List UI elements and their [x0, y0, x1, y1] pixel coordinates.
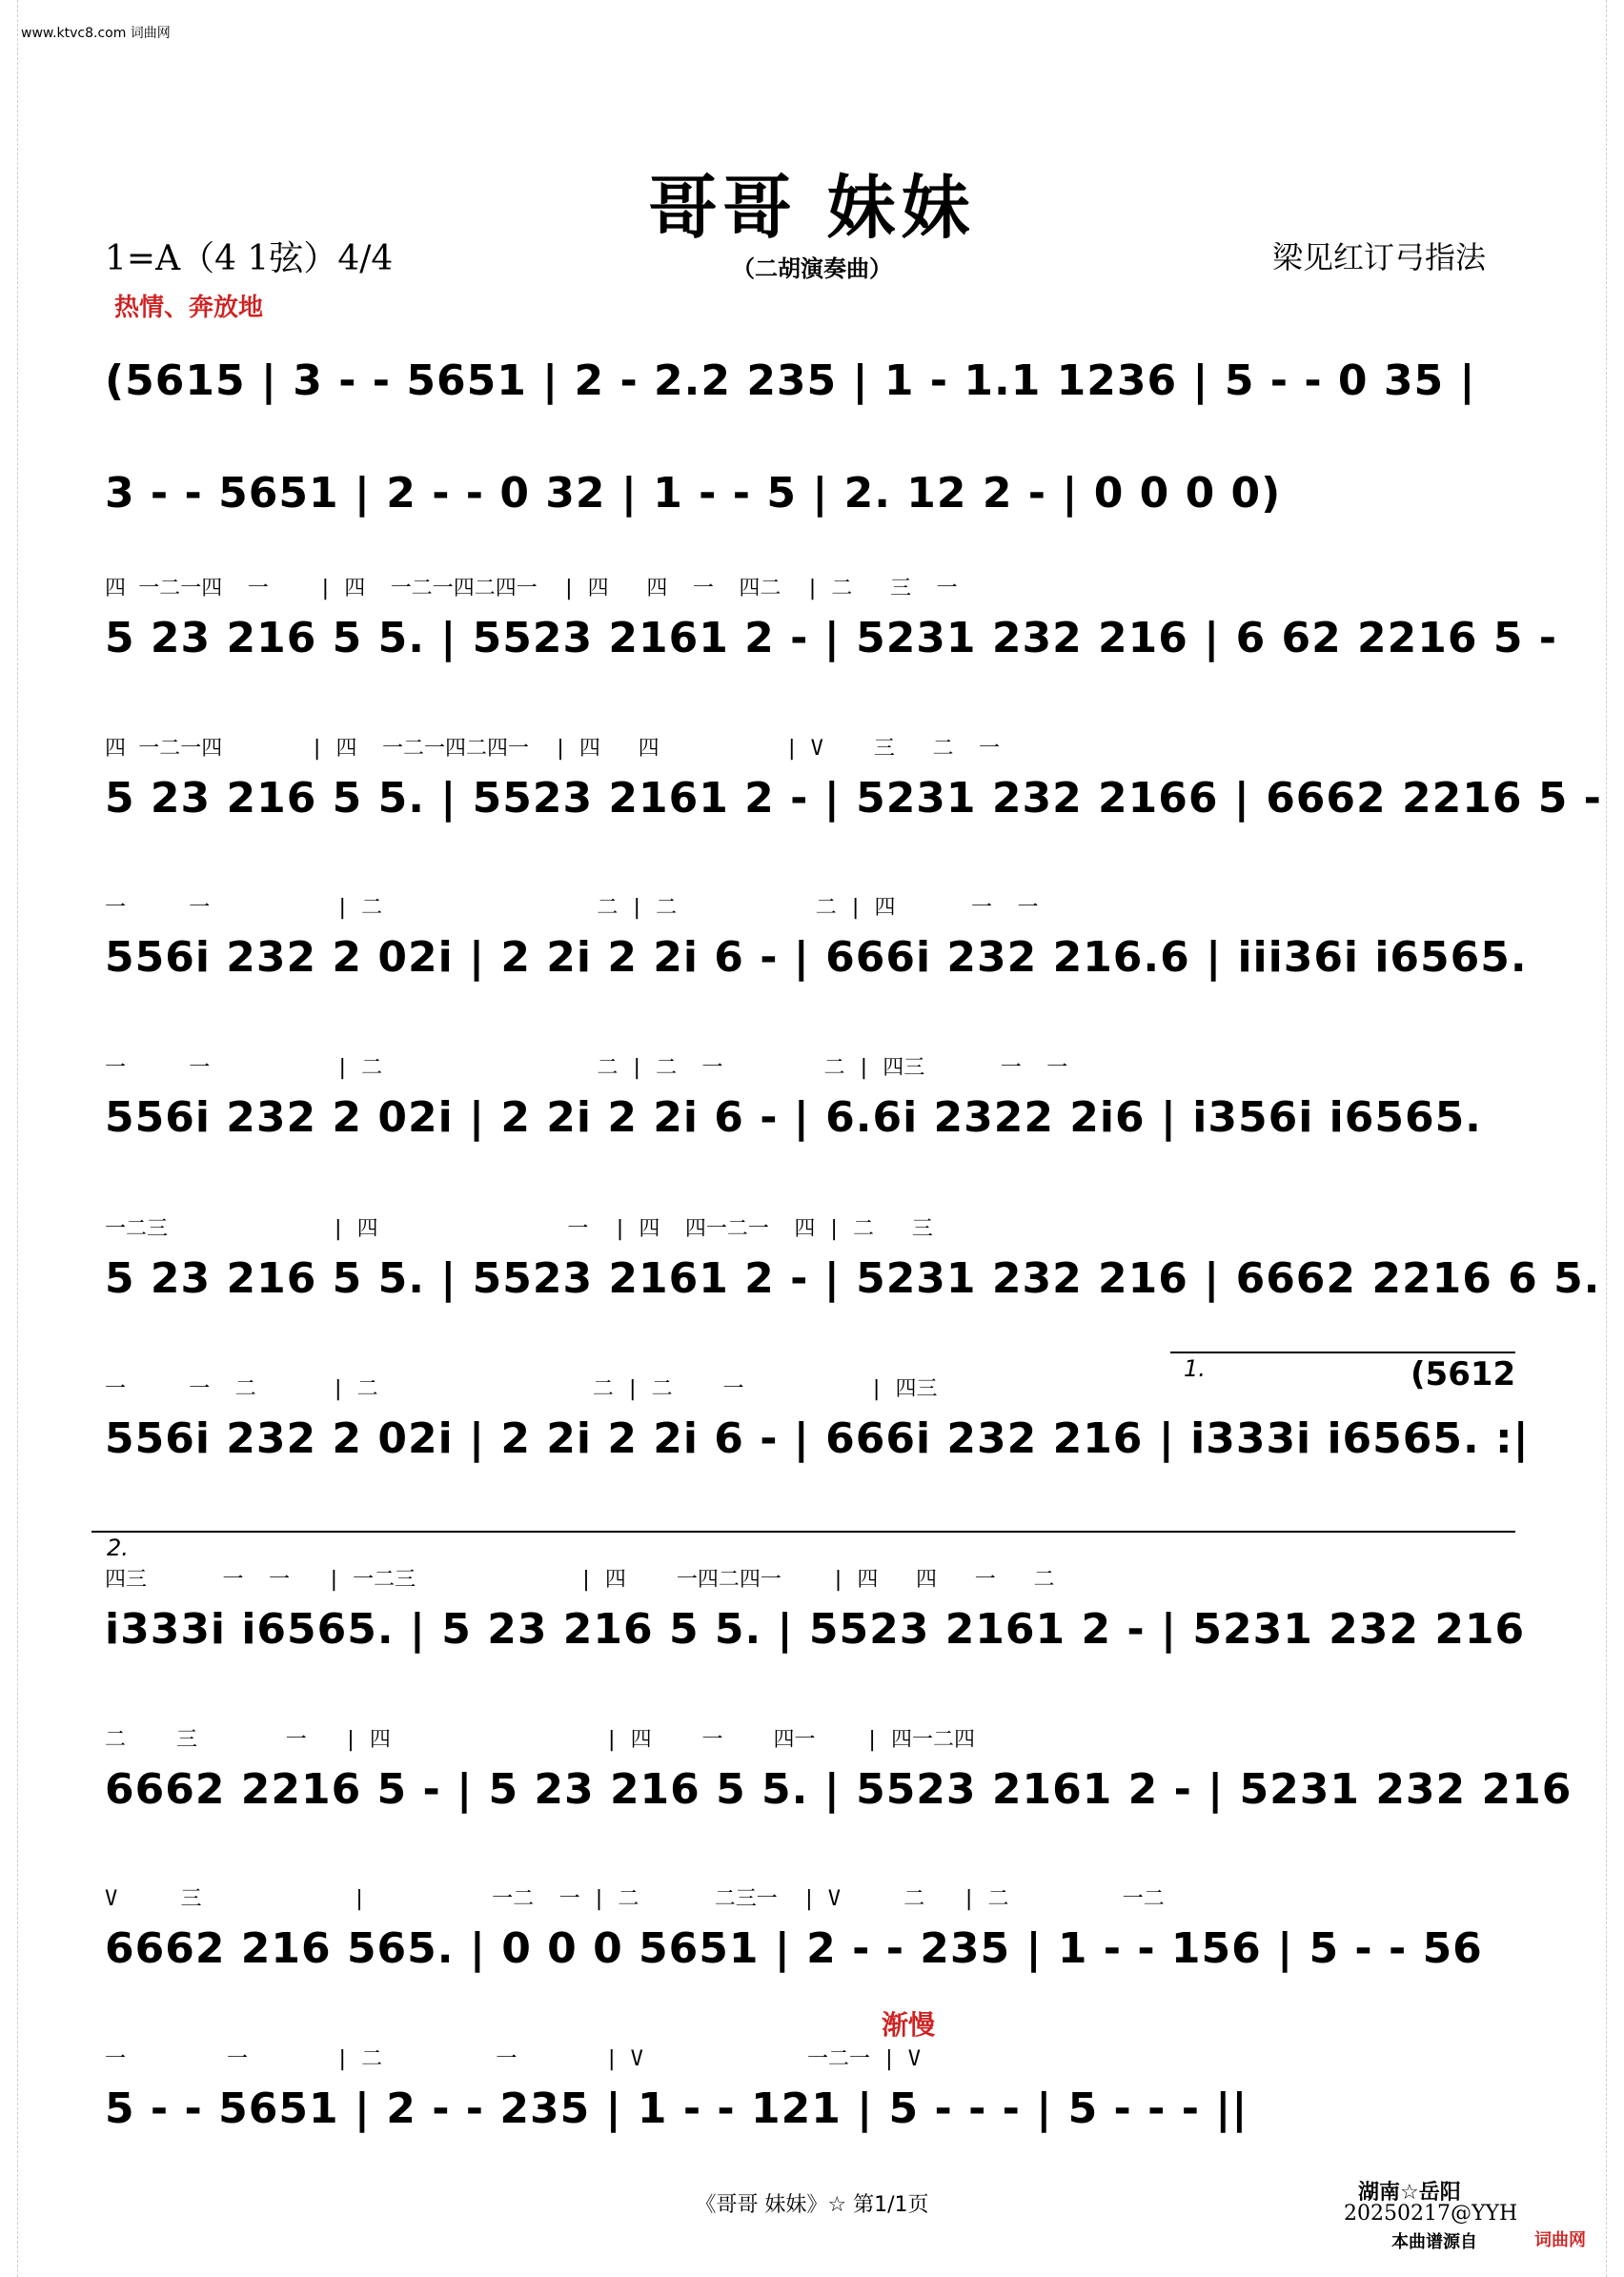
notes: 5 23 216 5 5. | 5523 2161 2 - | 5231 232 216 | 6 62 2216 5 - [105, 614, 1558, 662]
notes: 556i 232 2 02i | 2 2i 2 2i 6 - | 666i 232 216 | i333i i6565. :| [105, 1414, 1530, 1463]
fingering: 一 一 二 | 二 二 | 二 一 | 四三 [105, 1377, 938, 1401]
notes: 556i 232 2 02i | 2 2i 2 2i 6 - | 6.6i 2322 2i6 | i356i i6565. [105, 1093, 1482, 1142]
notes: i333i i6565. | 5 23 216 5 5. | 5523 2161 2 - | 5231 232 216 [105, 1605, 1526, 1654]
notes: 556i 232 2 02i | 2 2i 2 2i 6 - | 666i 232 216.6 | iii36i i6565. [105, 933, 1528, 982]
subtitle: （二胡演奏曲） [732, 255, 892, 282]
fingering: 四 一二一四 | 四 一二一四二四一 | 四 四 | V 三 二 一 [105, 737, 1001, 761]
score-row-5 [105, 891, 1528, 986]
first-ending-bracket [1170, 1352, 1515, 1353]
score-row-11 [105, 1882, 1525, 1978]
score-row-6 [105, 1051, 1525, 1147]
notes: 5 23 216 5 5. | 5523 2161 2 - | 5231 232 216 | 6662 2216 6 5. [105, 1254, 1601, 1303]
fingering: 一 一 | 二 二 | 二 一 二 | 四三 一 一 [105, 1056, 1068, 1080]
location-line: 湖南☆岳阳 [1358, 2181, 1461, 2205]
date-signature: 20250217@YYH [1344, 2202, 1518, 2226]
fingering [105, 427, 1525, 465]
score-row-8 [105, 1372, 1530, 1468]
score-row-10 [105, 1723, 1573, 1819]
fingering: 二 三 一 | 四 | 四 一 四一 | 四一二四 [105, 1728, 976, 1752]
second-ending-label: 2. [107, 1535, 129, 1561]
key-signature: 1=A（4 1弦）4/4 [105, 239, 394, 278]
score-row-4 [105, 732, 1602, 827]
left-border [0, 0, 18, 2277]
notes: 3 - - 5651 | 2 - - 0 32 | 1 - - 5 | 2. 12 2 - | 0 0 0 0) [105, 469, 1282, 518]
fingering: V 三 | 一二 一 | 二 二三一 | V 二 | 二 一二 [105, 1887, 1165, 1911]
score-row-12 [105, 2043, 1525, 2138]
fingering: 一 一 | 二 一 | V 一二一 | V [105, 2047, 921, 2071]
notes: 6662 216 565. | 0 0 0 5651 | 2 - - 235 | 1 - - 156 | 5 - - 56 [105, 1924, 1483, 1973]
page-footer: 《哥哥 妹妹》☆ 第1/1页 [695, 2193, 929, 2217]
page-title: 哥哥 妹妹 [648, 167, 976, 248]
score-row-2 [105, 427, 1525, 522]
tempo-marking: 热情、奔放地 [114, 294, 264, 322]
fingering: 一 一 | 二 二 | 二 二 | 四 一 一 [105, 896, 1039, 920]
notes: (5615 | 3 - - 5651 | 2 - 2.2 235 | 1 - 1.1 1236 | 5 - - 0 35 | [105, 356, 1476, 405]
pickup-notes: (5612 [1411, 1355, 1516, 1393]
score-row-7 [105, 1212, 1601, 1308]
score-row-9 [105, 1563, 1525, 1658]
rit-marking: 渐慢 [882, 2009, 936, 2041]
fingering: 四 一二一四 一 | 四 一二一四二四一 | 四 四 一 四二 | 二 三 一 [105, 577, 958, 600]
site-header: www.ktvc8.com 词曲网 [21, 26, 171, 41]
fingering: 一二三 | 四 一 | 四 四一二一 四 | 二 三 [105, 1217, 933, 1241]
fingering: 四三 一 一 | 一二三 | 四 一四二四一 | 四 四 一 二 [105, 1568, 1055, 1592]
right-border [1606, 0, 1624, 2277]
fingering [105, 315, 1525, 353]
notes: 5 - - 5651 | 2 - - 235 | 1 - - 121 | 5 - - - | 5 - - - || [105, 2084, 1248, 2133]
source-note: 本曲谱源自 [1391, 2232, 1477, 2252]
author: 梁见红订弓指法 [1272, 239, 1487, 275]
score-row-1 [105, 315, 1525, 410]
first-ending-label: 1. [1184, 1355, 1206, 1382]
score-row-3 [105, 572, 1558, 667]
watermark-logo: 词曲网 [1534, 2230, 1586, 2250]
notes: 5 23 216 5 5. | 5523 2161 2 - | 5231 232 2166 | 6662 2216 5 - [105, 774, 1602, 823]
second-ending-bracket [91, 1531, 1515, 1533]
notes: 6662 2216 5 - | 5 23 216 5 5. | 5523 2161 2 - | 5231 232 216 [105, 1765, 1573, 1814]
